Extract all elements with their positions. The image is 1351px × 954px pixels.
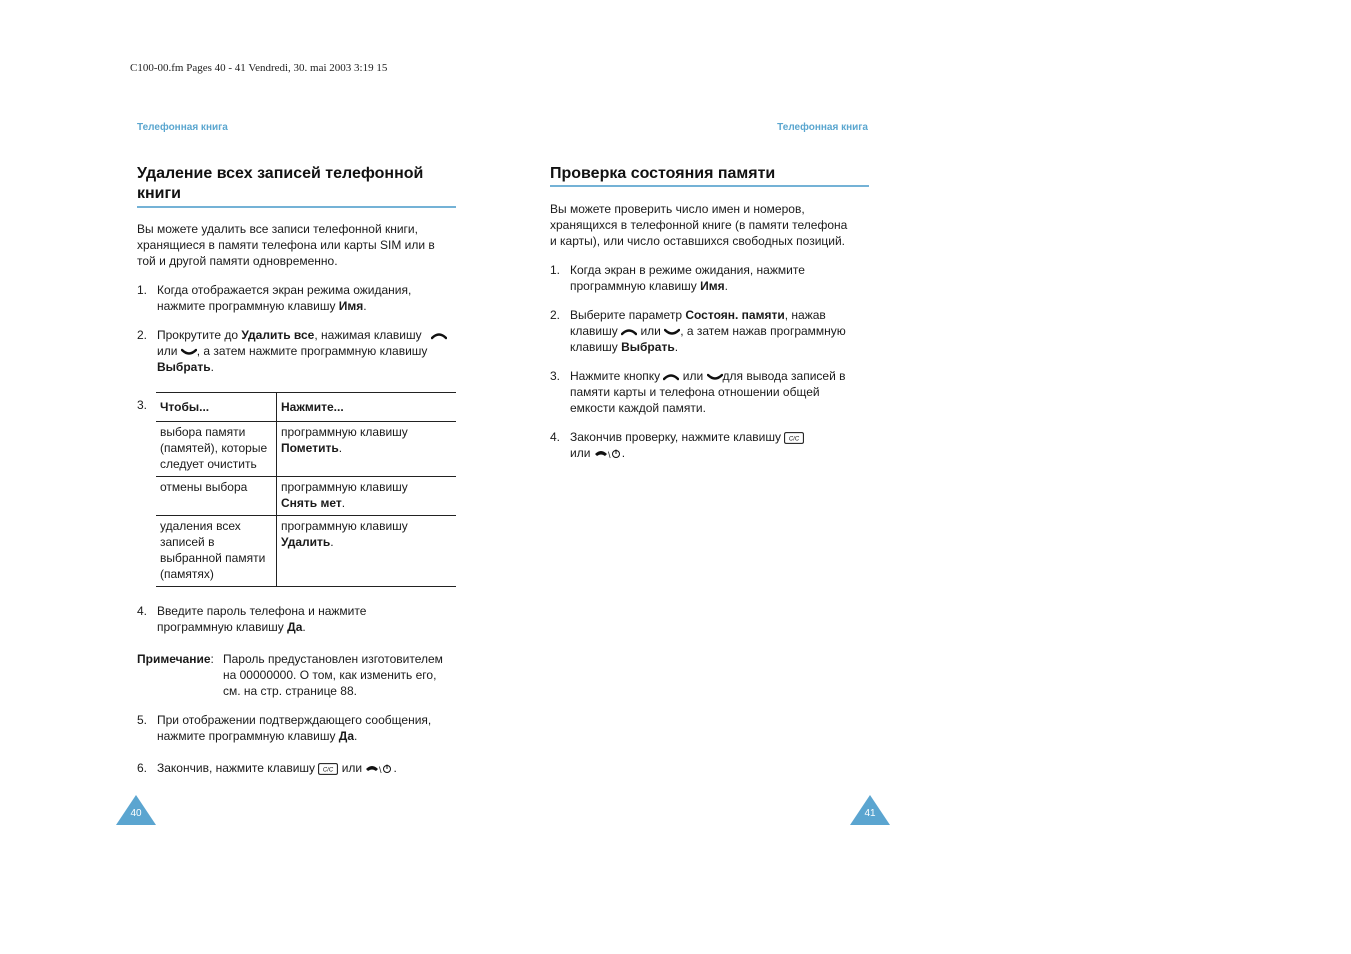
page-number-right: 41 — [864, 808, 876, 819]
svg-text:C/C: C/C — [323, 767, 334, 774]
clear-key-icon — [318, 763, 338, 775]
table-cell: программную клавишу Удалить. — [277, 516, 457, 587]
table-header-cell: Нажмите... — [277, 393, 457, 422]
end-power-key-icon — [365, 763, 393, 775]
scroll-down-key-icon — [664, 328, 680, 336]
svg-text:\: \ — [607, 449, 611, 460]
right-step-1: 1. Когда экран в режиме ожидания, нажмите программную клавишу Имя. — [550, 263, 805, 293]
table-header-cell: Чтобы... — [156, 393, 277, 422]
right-step-4: 4. Закончив проверку, нажмите клавишу C/C или \ . — [550, 429, 870, 461]
table-header-row — [156, 393, 456, 422]
page-number-tab-right — [850, 795, 890, 825]
right-intro: Вы можете проверить число имен и номеров, хранящихся в телефонной книге (в памяти телефона и карты), или число оставшихся свободных позиций. — [550, 202, 848, 248]
options-table — [156, 392, 456, 587]
left-title-rule — [137, 206, 456, 208]
right-page-title: Проверка состояния памяти — [550, 165, 776, 182]
svg-text:\: \ — [379, 764, 382, 775]
scroll-up-key-icon — [431, 332, 447, 340]
right-step-2: 2. Выберите параметр Состоян. памяти, нажав клавишу или , а затем нажав программную клавишу Выбрать. — [550, 308, 846, 354]
left-step-3-number: 3. — [137, 398, 148, 412]
scroll-up-key-icon — [621, 328, 637, 336]
table-row — [156, 422, 456, 477]
page-number-tab-left — [116, 795, 156, 825]
scroll-down-key-icon — [181, 348, 197, 356]
left-step-6: 6. Закончив, нажмите клавишу C/C или \ . — [137, 761, 397, 775]
page-number-left: 40 — [130, 808, 142, 819]
left-step-4: 4. Введите пароль телефона и нажмите программную клавишу Да. — [137, 604, 367, 634]
table-row — [156, 516, 456, 587]
table-cell: выбора памяти (памятей), которые следует очистить — [156, 422, 277, 477]
scroll-down-key-icon — [707, 373, 723, 381]
scroll-up-key-icon — [663, 373, 679, 381]
right-title-rule — [550, 185, 869, 187]
table-cell: программную клавишу Снять мет. — [277, 477, 457, 516]
end-power-key-icon — [594, 448, 622, 460]
left-step-2: 2. Прокрутите до Удалить все, нажимая клавишу или , а затем нажмите программную клавишу Выбрать. — [137, 327, 457, 375]
clear-key-icon — [784, 432, 804, 444]
running-head-left: Телефонная книга — [137, 122, 228, 133]
table-cell: отмены выбора — [156, 477, 277, 516]
note-label: Примечание: — [137, 652, 214, 666]
svg-text:C/C: C/C — [789, 436, 800, 443]
left-step-5: 5. При отображении подтверждающего сообщения, нажмите программную клавишу Да. — [137, 713, 432, 743]
right-step-3: 3. Нажмите кнопку или для вывода записей в памяти карты и телефона отношении общей емкости каждой памяти. — [550, 369, 846, 415]
table-row — [156, 477, 456, 516]
running-head-right: Телефонная книга — [777, 122, 868, 133]
table-cell: программную клавишу Пометить. — [277, 422, 457, 477]
left-page-title: Удаление всех записей телефонной книги — [137, 165, 424, 202]
table-cell: удаления всех записей в выбранной памяти (памятях) — [156, 516, 277, 587]
left-step-1: 1. Когда отображается экран режима ожидания, нажмите программную клавишу Имя. — [137, 283, 412, 313]
file-header: C100-00.fm Pages 40 - 41 Vendredi, 30. mai 2003 3:19 15 — [130, 62, 388, 74]
note-text: Пароль предустановлен изготовителем на 00000000. О том, как изменить его, см. на стр. странице 88. — [223, 652, 443, 698]
left-intro: Вы можете удалить все записи телефонной книги, хранящиеся в памяти телефона или карты SIM или в той и другой памяти одновременно. — [137, 222, 435, 268]
